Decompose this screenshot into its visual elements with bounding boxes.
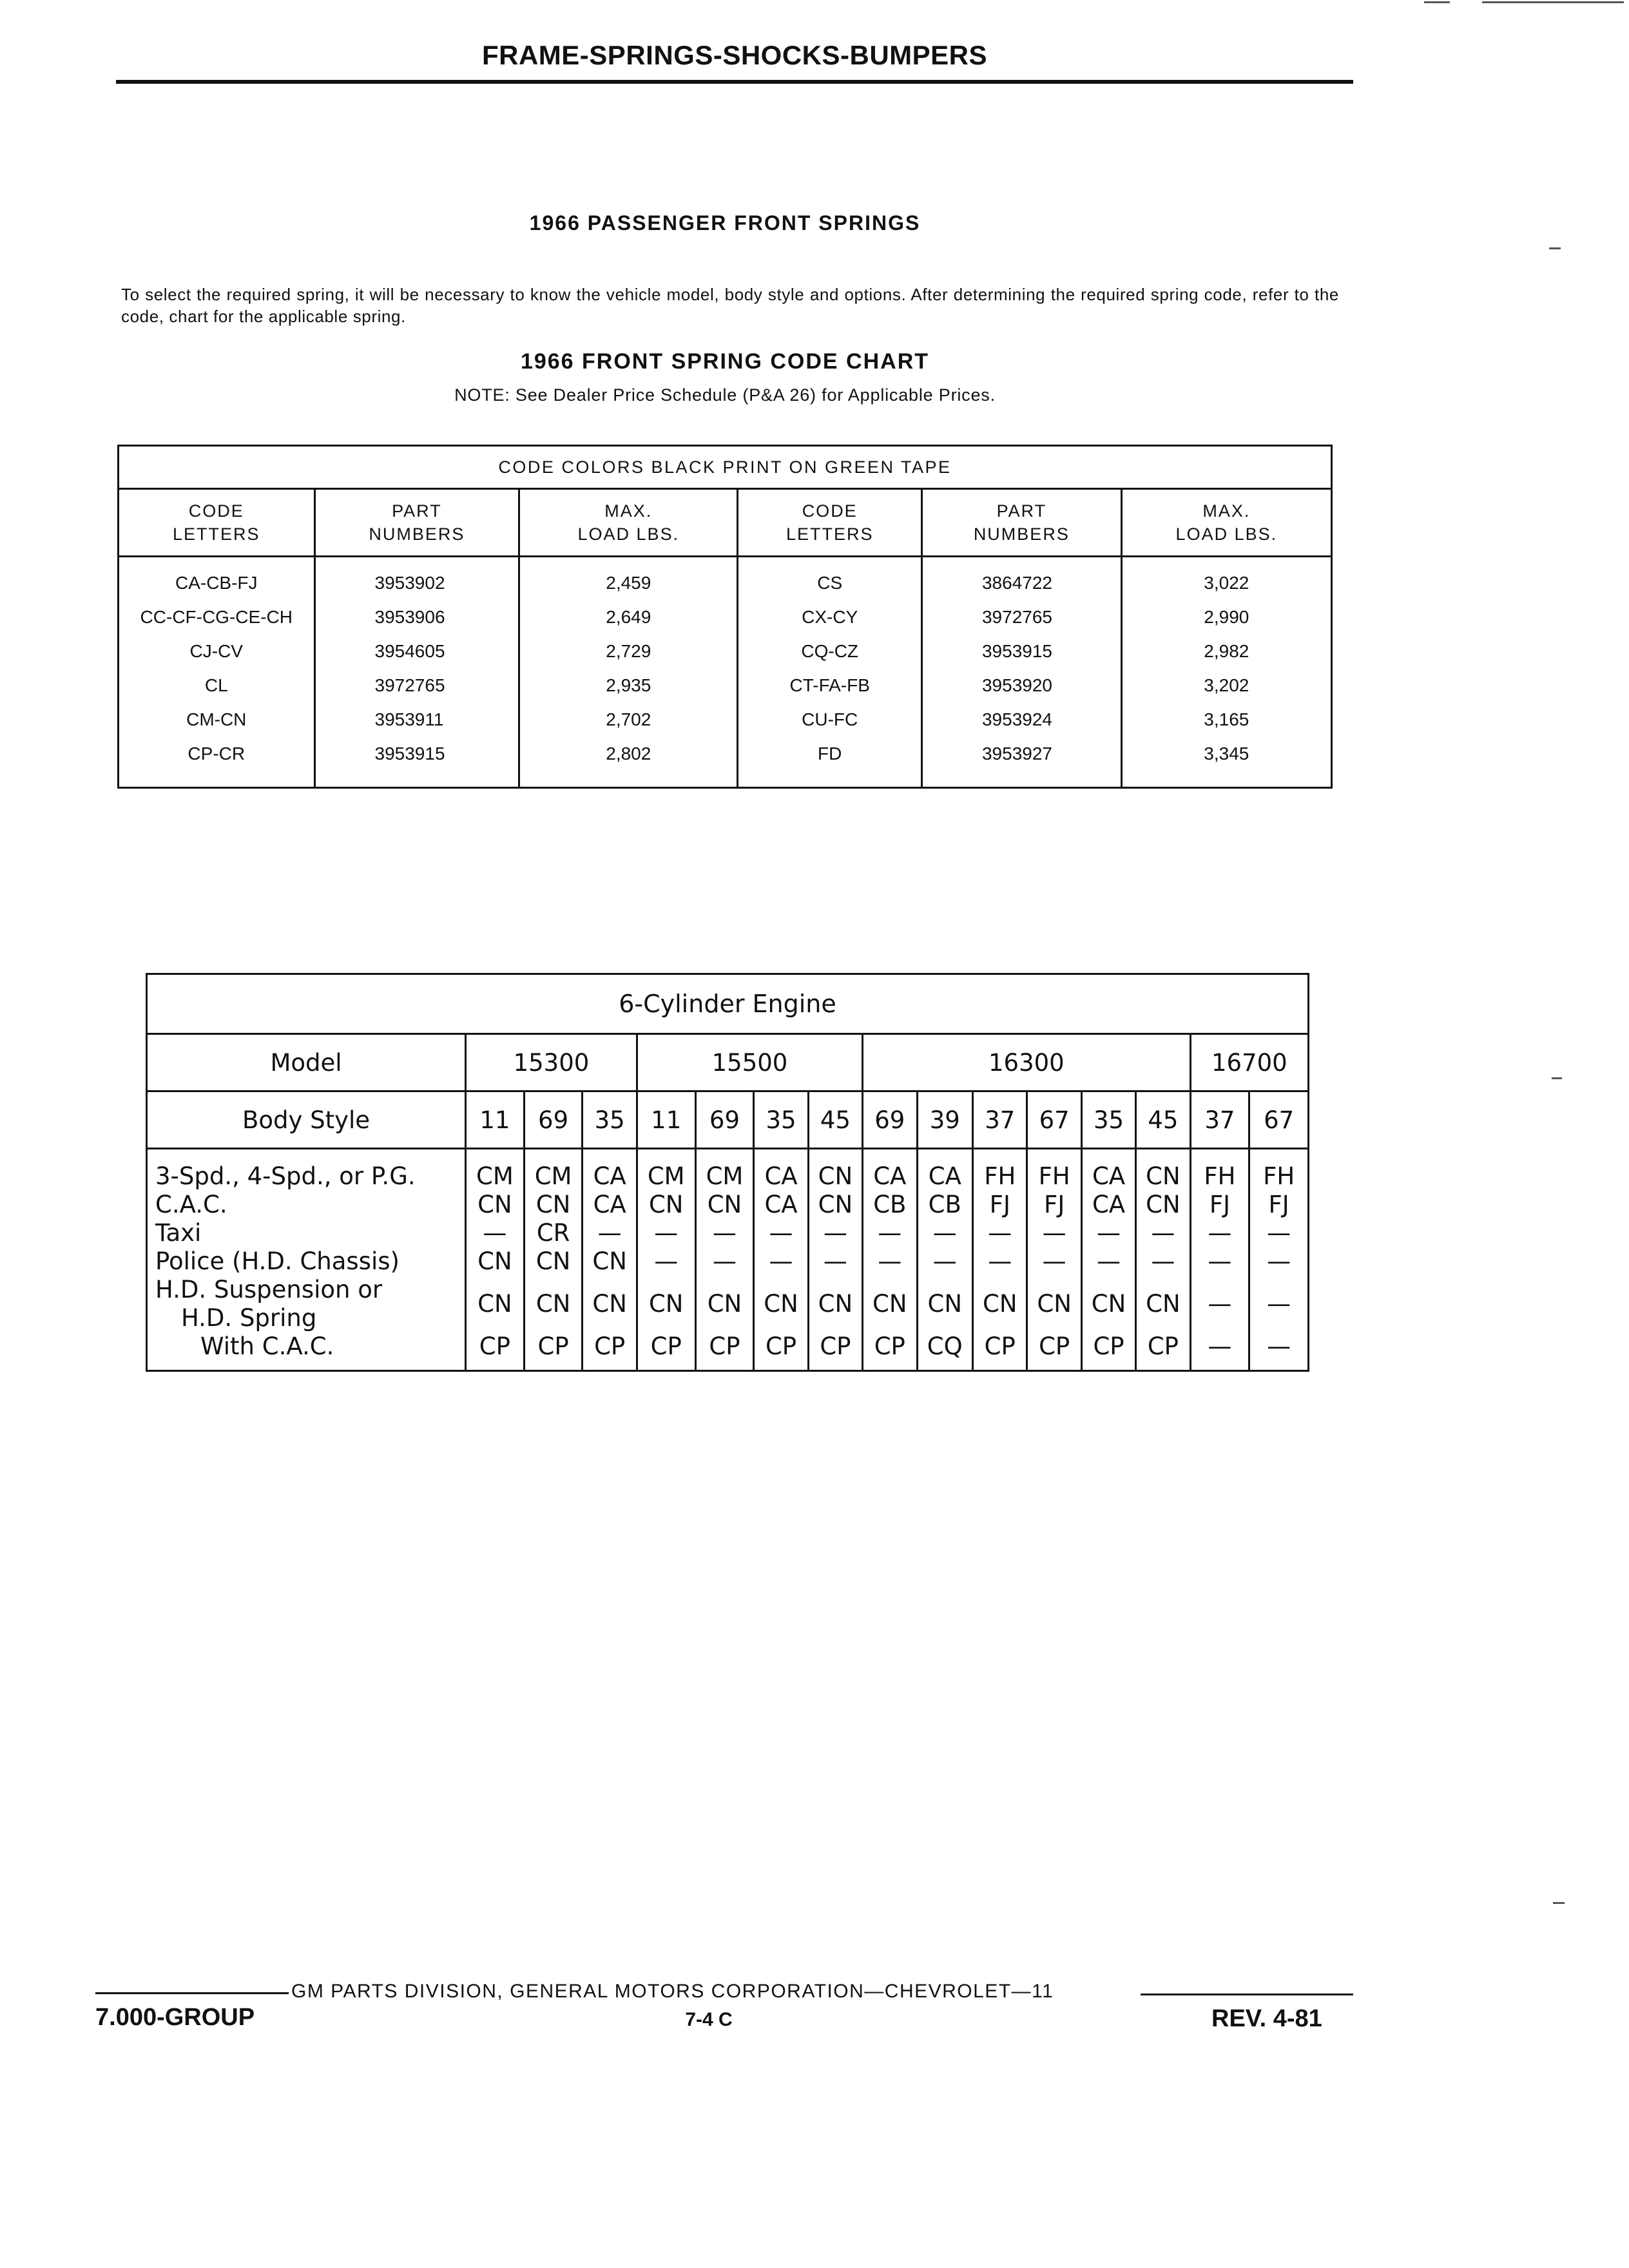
spring-code-cell: FH	[984, 1162, 1016, 1190]
code-chart-cell: 3953924	[921, 702, 1121, 736]
header-rule	[116, 80, 1353, 84]
code-chart-row	[119, 557, 1332, 601]
spring-code-cell: —	[878, 1219, 902, 1247]
spring-code-cell: —	[988, 1247, 1012, 1275]
code-chart-cell: FD	[738, 736, 922, 788]
spring-code-cell: FH	[1038, 1162, 1070, 1190]
code-chart-cell: 3,202	[1121, 668, 1331, 702]
spring-code-cell: CN	[818, 1162, 853, 1190]
code-chart-column-header	[738, 489, 922, 557]
spring-code-cell: FJ	[1209, 1191, 1231, 1218]
code-chart-cell: CT-FA-FB	[738, 668, 922, 702]
spring-code-cell: —	[1042, 1219, 1066, 1247]
spring-code-cell: CA	[1092, 1162, 1126, 1190]
spring-code-cell: CB	[873, 1191, 907, 1218]
column-header-line: PART	[392, 501, 442, 521]
footer-publisher-line: GM PARTS DIVISION, GENERAL MOTORS CORPORATION—CHEVROLET—11	[291, 1981, 1054, 2002]
spring-code-cell: —	[483, 1219, 507, 1247]
body-style-row	[147, 1091, 1309, 1149]
column-header-line: MAX.	[1202, 501, 1251, 521]
model-15300: 15300	[466, 1034, 637, 1091]
code-chart-cell: CA-CB-FJ	[119, 557, 315, 601]
spring-code-column	[1136, 1149, 1190, 1371]
spring-code-cell: CA	[764, 1162, 798, 1190]
spring-code-cell: —	[769, 1247, 793, 1275]
spring-code-cell: CN	[535, 1290, 571, 1318]
option-label: 3-Spd., 4-Spd., or P.G.	[155, 1162, 416, 1190]
spring-code-cell: FH	[1204, 1162, 1236, 1190]
column-header-line: LOAD LBS.	[577, 524, 680, 544]
spring-code-cell: —	[1097, 1247, 1121, 1275]
option-label: With C.A.C.	[200, 1332, 334, 1360]
spring-code-cell: CN	[477, 1290, 512, 1318]
code-chart-cell: CC-CF-CG-CE-CH	[119, 600, 315, 634]
code-chart-header-row	[119, 489, 1332, 557]
spring-code-cell: FJ	[989, 1191, 1010, 1218]
spring-code-cell: —	[823, 1219, 847, 1247]
spring-code-cell: CA	[1092, 1191, 1126, 1218]
body-style-cell: 37	[1190, 1091, 1249, 1149]
spring-code-cell: —	[1151, 1219, 1175, 1247]
spring-code-cell: CP	[709, 1332, 740, 1360]
spring-code-cell: CN	[872, 1290, 907, 1318]
footer-group: 7.000-GROUP	[95, 2004, 255, 2031]
model-label: Model	[147, 1034, 466, 1091]
model-16300: 16300	[863, 1034, 1191, 1091]
spring-code-cell: —	[823, 1247, 847, 1275]
spring-code-cell: CP	[537, 1332, 569, 1360]
spring-code-cell: —	[932, 1219, 957, 1247]
body-style-cell: 67	[1027, 1091, 1081, 1149]
body-style-cell: 35	[1081, 1091, 1135, 1149]
body-style-cell: 39	[917, 1091, 973, 1149]
code-chart-cell: CX-CY	[738, 600, 922, 634]
code-chart-cell: 3953906	[314, 600, 519, 634]
code-chart-caption: CODE COLORS BLACK PRINT ON GREEN TAPE	[119, 446, 1332, 489]
spring-code-cell: —	[878, 1247, 902, 1275]
spring-code-cell: —	[654, 1219, 679, 1247]
engine-table-title: 6-Cylinder Engine	[147, 974, 1309, 1034]
code-chart-row	[119, 736, 1332, 788]
code-chart-cell: 3864722	[921, 557, 1121, 601]
spring-code-cell: —	[1097, 1219, 1121, 1247]
code-chart-cell: CM-CN	[119, 702, 315, 736]
body-style-cell: 69	[863, 1091, 917, 1149]
code-chart-cell: 2,802	[519, 736, 738, 788]
code-chart-cell: 3,022	[1121, 557, 1331, 601]
column-header-line: PART	[996, 501, 1047, 521]
spring-code-cell: CA	[928, 1162, 961, 1190]
code-chart-cell: 3953911	[314, 702, 519, 736]
footer-page-number: 7-4 C	[685, 2009, 733, 2030]
spring-code-cell: CA	[593, 1162, 626, 1190]
spring-codes-row	[147, 1149, 1309, 1371]
spring-code-column	[524, 1149, 583, 1371]
spring-code-cell: —	[1208, 1332, 1232, 1360]
code-chart-cell: 3972765	[921, 600, 1121, 634]
spring-code-cell: CN	[592, 1290, 627, 1318]
spring-code-cell: CP	[984, 1332, 1016, 1360]
body-style-cell: 45	[808, 1091, 862, 1149]
column-header-line: CODE	[802, 501, 858, 521]
spring-code-cell: CA	[593, 1191, 626, 1218]
spring-code-cell: CN	[1146, 1191, 1181, 1218]
spring-code-cell: —	[769, 1219, 793, 1247]
code-chart-column-header	[314, 489, 519, 557]
column-header-line: LETTERS	[786, 524, 874, 544]
spring-code-cell: —	[1151, 1247, 1175, 1275]
spring-code-column	[1081, 1149, 1135, 1371]
spring-code-cell: CP	[820, 1332, 851, 1360]
model-15500: 15500	[637, 1034, 862, 1091]
model-16700: 16700	[1190, 1034, 1308, 1091]
document-title: 1966 PASSENGER FRONT SPRINGS	[529, 211, 921, 235]
spring-code-cell: —	[1208, 1290, 1232, 1318]
price-note: NOTE: See Dealer Price Schedule (P&A 26) for Applicable Prices.	[454, 385, 996, 405]
spring-code-cell: CN	[592, 1247, 627, 1275]
spring-code-column	[1249, 1149, 1309, 1371]
scan-mark	[1553, 1902, 1565, 1904]
spring-code-column	[863, 1149, 917, 1371]
scan-mark	[1552, 1077, 1562, 1079]
spring-code-cell: CN	[1146, 1162, 1181, 1190]
spring-code-cell: CN	[818, 1290, 853, 1318]
scan-mark	[1424, 1, 1450, 3]
column-header-line: CODE	[188, 501, 244, 521]
spring-code-cell: CN	[648, 1290, 684, 1318]
spring-code-cell: CA	[873, 1162, 907, 1190]
body-style-cell: 35	[754, 1091, 808, 1149]
spring-code-cell: FH	[1263, 1162, 1295, 1190]
column-header-line: LETTERS	[172, 524, 260, 544]
spring-code-cell: —	[1267, 1219, 1291, 1247]
intro-paragraph: To select the required spring, it will be necessary to know the vehicle model, body style and options. After determining the required spring code, refer to the code, chart for the applicable spring.	[121, 285, 1339, 326]
spring-code-cell: —	[597, 1219, 622, 1247]
spring-code-cell: CA	[764, 1191, 798, 1218]
spring-code-cell: CP	[874, 1332, 905, 1360]
code-chart-cell: 3953920	[921, 668, 1121, 702]
spring-code-column	[1190, 1149, 1249, 1371]
code-chart-cell: 3953902	[314, 557, 519, 601]
code-chart-row	[119, 668, 1332, 702]
six-cylinder-engine-table	[146, 973, 1309, 1372]
spring-code-cell: CN	[1091, 1290, 1126, 1318]
spring-code-cell: CP	[650, 1332, 682, 1360]
code-chart-cell: 3953927	[921, 736, 1121, 788]
code-chart-cell: CP-CR	[119, 736, 315, 788]
code-chart-cell: 2,990	[1121, 600, 1331, 634]
code-chart-cell: 2,982	[1121, 634, 1331, 668]
spring-code-cell: CM	[647, 1162, 685, 1190]
spring-code-cell: —	[1042, 1247, 1066, 1275]
body-style-cell: 11	[466, 1091, 525, 1149]
spring-code-cell: —	[1267, 1290, 1291, 1318]
spring-code-column	[754, 1149, 808, 1371]
code-chart-cell: 2,459	[519, 557, 738, 601]
spring-code-cell: CP	[479, 1332, 510, 1360]
spring-code-cell: CP	[765, 1332, 797, 1360]
option-label: Police (H.D. Chassis)	[155, 1247, 400, 1275]
spring-code-cell: —	[712, 1247, 737, 1275]
spring-code-cell: CP	[594, 1332, 626, 1360]
code-chart-body	[119, 557, 1332, 788]
spring-code-cell: CP	[1093, 1332, 1124, 1360]
spring-code-cell: FJ	[1268, 1191, 1289, 1218]
code-chart-row	[119, 634, 1332, 668]
spring-code-cell: CN	[477, 1247, 512, 1275]
column-header-line: LOAD LBS.	[1175, 524, 1278, 544]
code-chart-cell: 2,702	[519, 702, 738, 736]
spring-code-cell: —	[1208, 1219, 1232, 1247]
spring-code-column	[583, 1149, 637, 1371]
spring-code-cell: CN	[818, 1191, 853, 1218]
spring-code-cell: CR	[536, 1219, 570, 1247]
body-style-cell: 67	[1249, 1091, 1309, 1149]
code-chart-cell: CJ-CV	[119, 634, 315, 668]
column-header-line: NUMBERS	[973, 524, 1070, 544]
option-label: H.D. Spring	[181, 1304, 317, 1332]
code-chart-cell: 3972765	[314, 668, 519, 702]
spring-code-cell: —	[654, 1247, 679, 1275]
code-chart-row	[119, 702, 1332, 736]
code-chart-cell: CQ-CZ	[738, 634, 922, 668]
body-style-cell: 69	[695, 1091, 754, 1149]
spring-code-cell: —	[932, 1247, 957, 1275]
code-chart-cell: CU-FC	[738, 702, 922, 736]
spring-code-cell: CP	[1039, 1332, 1070, 1360]
code-chart-cell: 3,165	[1121, 702, 1331, 736]
body-style-label: Body Style	[147, 1091, 466, 1149]
code-chart-column-header	[921, 489, 1121, 557]
body-style-cell: 37	[973, 1091, 1027, 1149]
spring-code-cell: CM	[706, 1162, 744, 1190]
spring-code-cell: —	[1267, 1247, 1291, 1275]
code-chart-title: 1966 FRONT SPRING CODE CHART	[520, 349, 930, 374]
spring-code-cell: —	[1208, 1247, 1232, 1275]
body-style-cell: 35	[583, 1091, 637, 1149]
code-chart-cell: 3,345	[1121, 736, 1331, 788]
spring-code-cell: CN	[1146, 1290, 1181, 1318]
spring-code-cell: CB	[928, 1191, 961, 1218]
code-chart-column-header	[519, 489, 738, 557]
option-label: Taxi	[155, 1219, 202, 1247]
option-labels	[147, 1149, 466, 1371]
spring-code-cell: CN	[1037, 1290, 1072, 1318]
option-label: C.A.C.	[155, 1191, 227, 1218]
spring-code-column	[917, 1149, 973, 1371]
spring-code-cell: CN	[983, 1290, 1017, 1318]
code-chart-cell: 2,935	[519, 668, 738, 702]
option-label: H.D. Suspension or	[155, 1276, 383, 1303]
spring-code-cell: CN	[707, 1191, 742, 1218]
spring-code-cell: CP	[1147, 1332, 1179, 1360]
column-header-line: NUMBERS	[369, 524, 465, 544]
body-style-cell: 45	[1136, 1091, 1190, 1149]
code-chart-cell: 3954605	[314, 634, 519, 668]
footer-revision: REV. 4-81	[1211, 2005, 1322, 2032]
spring-code-cell: CN	[927, 1290, 963, 1318]
spring-code-cell: CN	[707, 1290, 742, 1318]
spring-code-column	[466, 1149, 525, 1371]
spring-code-chart	[117, 445, 1333, 789]
column-header-line: MAX.	[604, 501, 653, 521]
scan-mark	[1549, 247, 1561, 249]
scan-mark	[1482, 1, 1624, 3]
spring-code-column	[637, 1149, 695, 1371]
code-chart-cell: CS	[738, 557, 922, 601]
spring-code-cell: —	[712, 1219, 737, 1247]
section-header: FRAME-SPRINGS-SHOCKS-BUMPERS	[481, 40, 988, 70]
spring-code-column	[973, 1149, 1027, 1371]
spring-code-cell: —	[1267, 1332, 1291, 1360]
spring-code-column	[808, 1149, 862, 1371]
spring-code-cell: CM	[534, 1162, 572, 1190]
code-chart-cell: 2,729	[519, 634, 738, 668]
code-chart-cell: 3953915	[314, 736, 519, 788]
body-style-cell: 69	[524, 1091, 583, 1149]
code-chart-cell: 3953915	[921, 634, 1121, 668]
spring-code-cell: CN	[648, 1191, 684, 1218]
spring-code-cell: CQ	[927, 1332, 963, 1360]
code-chart-cell: CL	[119, 668, 315, 702]
model-row	[147, 1034, 1309, 1091]
spring-code-column	[695, 1149, 754, 1371]
footer-rule-left	[95, 1992, 289, 1994]
spring-code-cell: CM	[476, 1162, 514, 1190]
spring-code-cell: —	[988, 1219, 1012, 1247]
spring-code-column	[1027, 1149, 1081, 1371]
spring-code-cell: CN	[535, 1191, 571, 1218]
spring-code-cell: CN	[535, 1247, 571, 1275]
spring-code-cell: FJ	[1044, 1191, 1065, 1218]
spring-code-cell: CN	[477, 1191, 512, 1218]
code-chart-column-header	[1121, 489, 1331, 557]
code-chart-row	[119, 600, 1332, 634]
footer-rule-right	[1141, 1994, 1353, 1995]
body-style-cell: 11	[637, 1091, 695, 1149]
code-chart-cell: 2,649	[519, 600, 738, 634]
code-chart-column-header	[119, 489, 315, 557]
spring-code-cell: CN	[764, 1290, 798, 1318]
